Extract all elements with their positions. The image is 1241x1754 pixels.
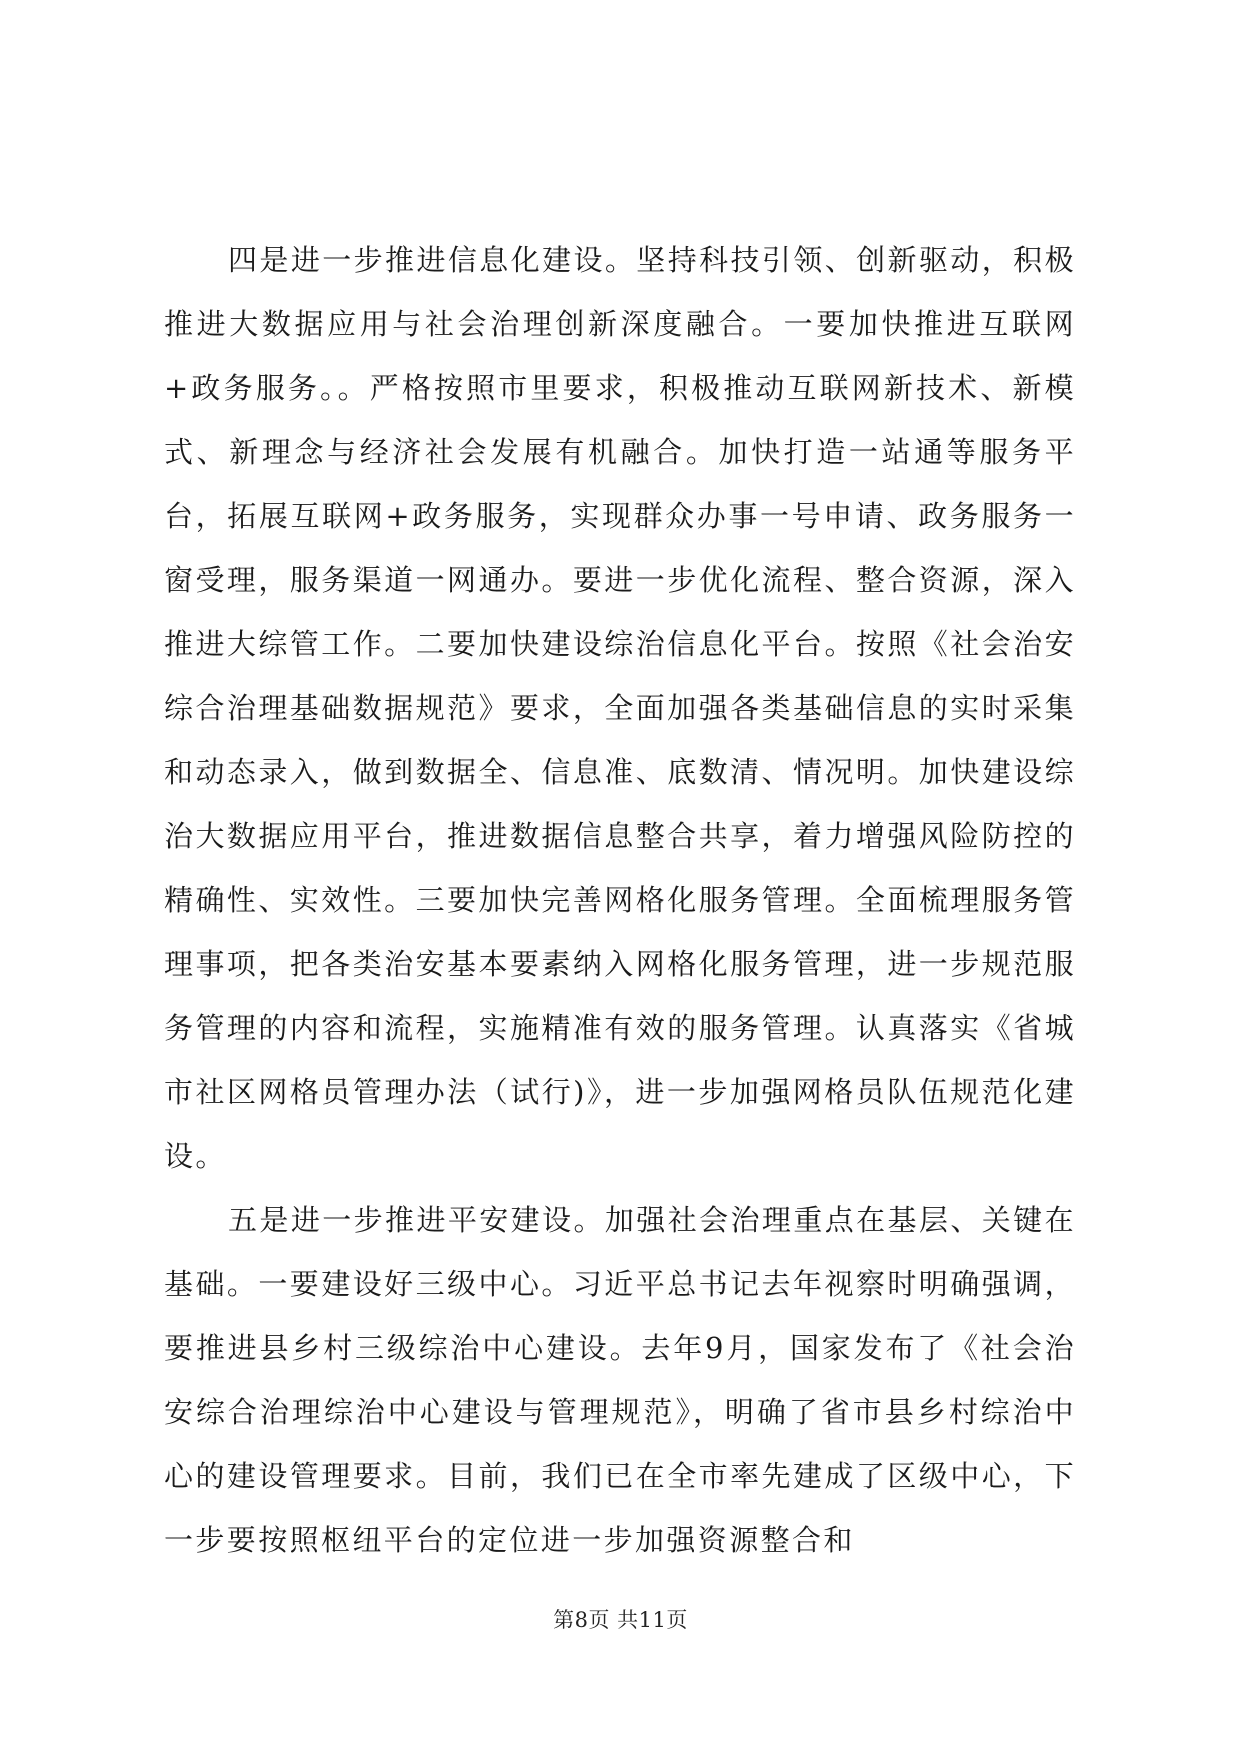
- paragraph-safety-construction: 五是进一步推进平安建设。加强社会治理重点在基层、关键在基础。一要建设好三级中心。习近平总书记去年视察时明确强调，要推进县乡村三级综治中心建设。去年9月，国家发布了《社会治安综合治理综治中心建设与管理规范》，明确了省市县乡村综治中心的建设管理要求。目前，我们已在全市率先建成了区级中心，下一步要按照枢纽平台的定位进一步加强资源整合和: [164, 1203, 1076, 1557]
- paragraph-informatization: 四是进一步推进信息化建设。坚持科技引领、创新驱动，积极推进大数据应用与社会治理创新深度融合。一要加快推进互联网+政务服务。。严格按照市里要求，积极推动互联网新技术、新模式、新理念与经济社会发展有机融合。加快打造一站通等服务平台，拓展互联网+政务服务，实现群众办事一号申请、政务服务一窗受理，服务渠道一网通办。要进一步优化流程、整合资源，深入推进大综管工作。二要加快建设综治信息化平台。按照《社会治安综合治理基础数据规范》要求，全面加强各类基础信息的实时采集和动态录入，做到数据全、信息准、底数清、情况明。加快建设综治大数据应用平台，推进数据信息整合共享，着力增强风险防控的精确性、实效性。三要加快完善网格化服务管理。全面梳理服务管理事项，把各类治安基本要素纳入网格化服务管理，进一步规范服务管理的内容和流程，实施精准有效的服务管理。认真落实《省城市社区网格员管理办法（试行)》，进一步加强网格员队伍规范化建设。: [164, 243, 1076, 1173]
- page-number-footer: 第8页 共11页: [553, 1608, 688, 1632]
- document-body: [164, 228, 1076, 1572]
